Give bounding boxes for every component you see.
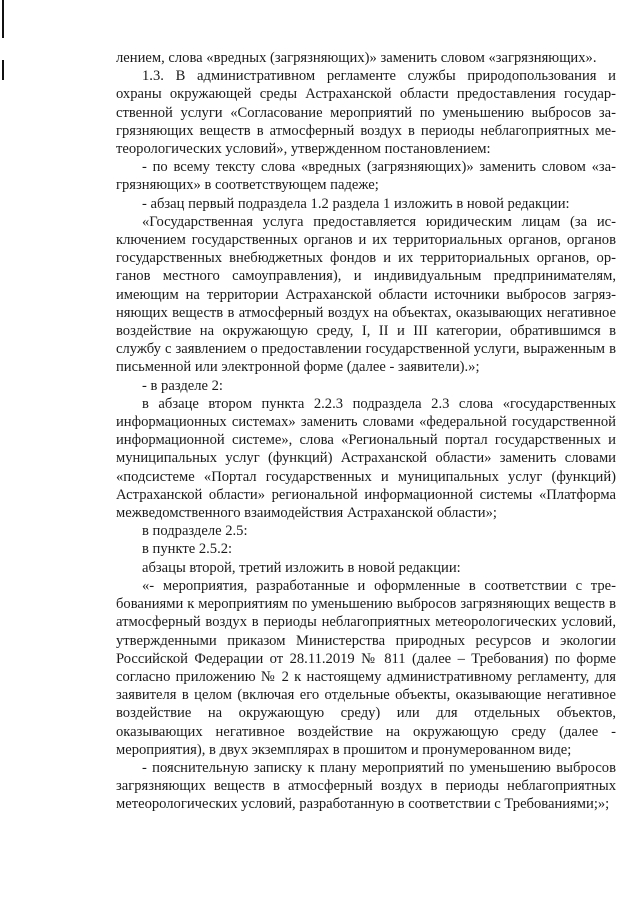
paragraph: 1.3. В административном регламенте службы природопользования и охраны окружающей среды Астраханской области предоставления государственной услуги «Согласование мероприятий по уменьшению выбросов загрязняющих веществ в атмосферный воздух в периоды неблагоприятных метеорологических условий», утвержденном постановлением: [116,68,616,158]
list-item: «- мероприятия, разработанные и оформленные в соответствии с требованиями к мероприятиям по уменьшению выбросов загрязняющих веществ в атмосферный воздух в периоды неблагоприятных метеорологических условий, утвержденными приказом Министерства природных ресурсов и экологии Российской Федерации от 28.11.2019 № 811 (далее – Требования) по форме согласно приложению № 2 к настоящему административному регламенту, для заявителя в целом (включая его отдельные объекты, оказывающие негативное воздействие на окружающую среду) или для отдельных объектов, оказывающих негативное воздействие на окружающую среду (далее - мероприятия), в двух экземплярах в прошитом и пронумерованном виде; [116,577,616,758]
scan-edge-mark [2,60,4,80]
document-page [116,49,616,814]
paragraph: лением, слова «вредных (загрязняющих)» заменить словом «загрязняющих». [116,50,597,66]
paragraph: «Государственная услуга предоставляется юридическим лицам (за исключением государственных органов и их территориальных органов, органов государственных внебюджетных фондов и их территориальных органов, органов местного самоуправления), и индивидуальным предпринимателям, имеющим на территории Астраханской области источники выбросов загрязняющих веществ в атмосферный воздух на объектах, оказывающих негативное воздействие на окружающую среду, I, II и III категории, обратившимся в службу с заявлением о предоставлении государственной услуги, выраженным в письменной или электронной форме (далее - заявители).»; [116,213,616,376]
paragraph: абзацы второй, третий изложить в новой редакции: [142,559,461,576]
list-item: - по всему тексту слова «вредных (загрязняющих)» заменить словом «загрязняющих» в соответствующем падеже; [116,159,616,194]
paragraph: в пункте 2.5.2: [142,541,233,558]
list-item: - в разделе 2: [142,377,223,394]
paragraph: в абзаце втором пункта 2.2.3 подраздела 2.3 слова «государственных информационных системах» заменить словами «федеральной государственной информационной системе», слова «Региональный портал государственных и муниципальных услуг (функций) Астраханской области» заменить словами «подсистеме «Портал государственных и муниципальных услуг (функций) Астраханской области» региональной информационной системы «Платформа межведомственного взаимодействия Астраханской области»; [116,395,616,522]
scan-edge-mark [2,0,4,38]
list-item: - пояснительную записку к плану мероприятий по уменьшению выбросов загрязняющих веществ в атмосферный воздух в периоды неблагоприятных метеорологических условий, разработанную в соответствии с Требованиями;»; [116,759,616,813]
list-item: - абзац первый подраздела 1.2 раздела 1 изложить в новой редакции: [142,195,570,212]
paragraph: в подразделе 2.5: [142,523,248,540]
